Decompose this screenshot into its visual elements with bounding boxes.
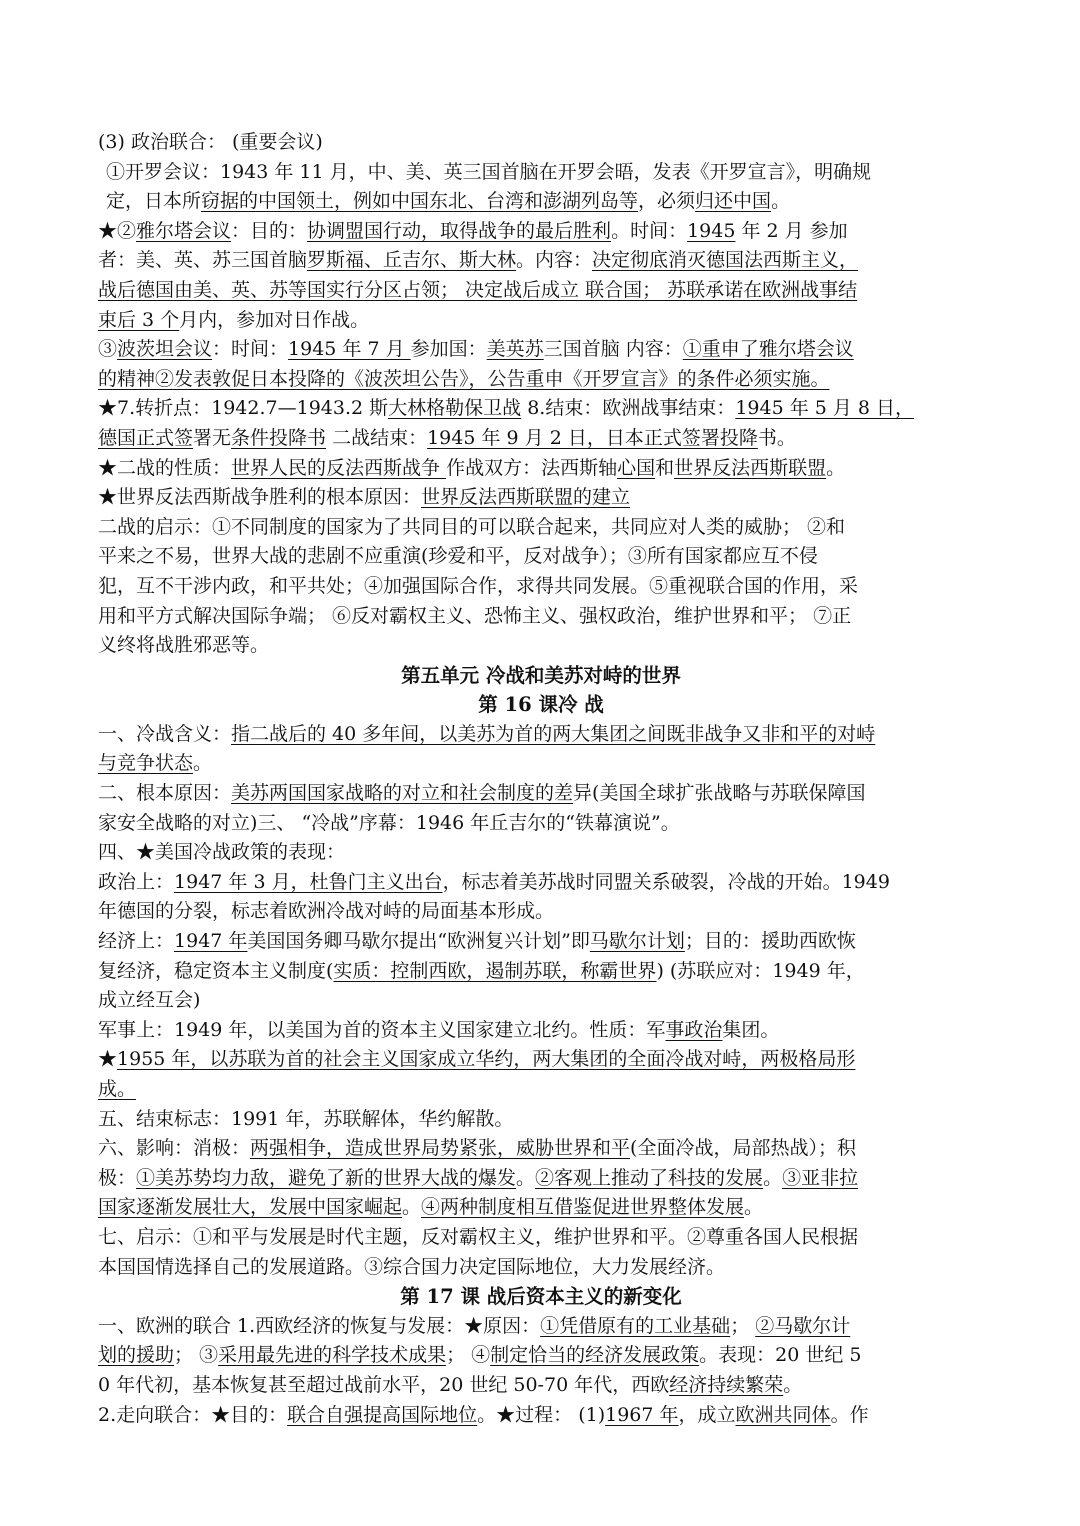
doc-line: 成立经互会)	[98, 989, 201, 1012]
doc-line	[98, 1075, 984, 1105]
doc-line: 0 年代初，基本恢复甚至超过战前水平，20 世纪 50-70 年代，西欧经济持续繁荣。	[98, 1373, 803, 1396]
underlined-text: 的精神②发表敦促日本投降的《波茨坦公告》，公告重申《开罗宣言》的条件必须实施。	[98, 367, 830, 390]
doc-line: 五、结束标志：1991 年，苏联解体，华约解散。	[98, 1107, 514, 1130]
underlined-text: 1945 年 5 月 8 日，	[735, 397, 915, 420]
doc-line: 一、冷战含义：指二战后的 40 多年间，以美苏为首的两大集团之间既非战争又非和平的对峙	[98, 722, 876, 745]
underlined-text: 指二战后的 40 多年间，以美苏为首的两大集团之间既非战争又非和平的对峙	[231, 722, 876, 745]
doc-line: ★二战的性质：世界人民的反法西斯战争 作战双方：法西斯轴心国和世界反法西斯联盟。	[98, 456, 846, 479]
doc-line: 国家逐渐发展壮大，发展中国家崛起。④两种制度相互借鉴促进世界整体发展。	[98, 1196, 764, 1219]
doc-line: 军事上：1949 年，以美国为首的资本主义国家建立北约。性质：军事政治集团。	[98, 1018, 780, 1041]
doc-line	[98, 365, 984, 395]
doc-line: (3) 政治联合： (重要会议)	[98, 131, 323, 153]
underlined-text: ③亚非拉	[782, 1166, 859, 1189]
underlined-text: 1945 年 9 月 2 日，日本正式签署投降	[427, 426, 758, 449]
underlined-text: 心国	[617, 456, 656, 479]
underlined-text: 世界反法西斯联盟	[674, 456, 827, 479]
underlined-text: 归还中国	[695, 190, 772, 213]
underlined-text: 1945 年 7 月	[288, 338, 411, 361]
lesson-title: 第 16 课冷 战	[478, 693, 604, 717]
doc-line: ★7.转折点：1942.7—1943.2 斯大林格勒保卫战 8.结束：欧洲战事结束：1945 年 5 月 8 日，	[98, 397, 915, 420]
underlined-text: ①凭借原有的工业基础	[540, 1314, 731, 1337]
unit-title: 第五单元 冷战和美苏对峙的世界	[401, 663, 681, 687]
underlined-text: 美英苏	[486, 338, 544, 361]
underlined-text: 马歇尔计划	[589, 930, 685, 953]
doc-line: 与竞争状态。	[98, 752, 213, 775]
underlined-text: 协调盟国行动，取得战争的最后胜利	[307, 219, 612, 242]
doc-line: 束后 3 个月内，参加对日作战。	[98, 308, 370, 331]
doc-line: ①开罗会议：1943 年 11 月，中、美、英三国首脑在开罗会晤，发表《开罗宣言》，明确规	[106, 160, 872, 183]
doc-line: 本国国情选择自己的发展道路。③综合国力决定国际地位，大力发展经济。	[98, 1255, 726, 1278]
doc-line: 家安全战略的对立)三、 “冷战”序幕：1946 年丘吉尔的“铁幕演说”。	[98, 811, 680, 834]
doc-line: 一、欧洲的联合 1.西欧经济的恢复与发展：★原因：①凭借原有的工业基础； ②马歇尔计	[98, 1314, 851, 1337]
underlined-text: 经济持续繁荣	[669, 1373, 784, 1396]
underlined-text: 雅尔塔会议	[136, 219, 232, 242]
doc-line: 2.走向联合：★目的：联合自强提高国际地位。★过程： (1)1967 年，成立欧洲共同体。作	[98, 1403, 869, 1426]
underlined-text: ②客观上推动了科技的发展	[535, 1166, 764, 1189]
underlined-text: 1947 年	[174, 930, 248, 953]
doc-line: ★1955 年，以苏联为首的社会主义国家成立华约，两大集团的全面冷战对峙，两极格局形	[98, 1048, 856, 1071]
doc-line: ★世界反法西斯战争胜利的根本原因：世界反法西斯联盟的建立	[98, 486, 631, 509]
underlined-text: 两强相争，造成世界局势紧张，威胁世界和平	[250, 1137, 631, 1160]
doc-line: ③波茨坦会议：时间：1945 年 7 月 参加国：美英苏三国首脑 内容：①重申了雅尔塔会议	[98, 338, 854, 361]
underlined-text: 事政治	[665, 1018, 723, 1041]
underlined-text: 划的援助	[98, 1344, 175, 1367]
underlined-text: 战后德国由美、英、苏等国实行分区占领； 决定战后成立 联合国； 苏联承诺在欧洲战事结	[98, 278, 858, 301]
underlined-text: 联合自强提高国际地位	[287, 1403, 478, 1426]
underlined-text: 制定恰当的经济发展政策	[490, 1344, 700, 1367]
doc-line: 六、影响：消极：两强相争，造成世界局势紧张，威胁世界和平(全面冷战，局部热战）；积	[98, 1137, 856, 1160]
doc-line: 义终将战胜邪恶等。	[98, 634, 270, 657]
underlined-text: 波茨坦会议	[117, 338, 213, 361]
underlined-text: 1947 年 3 月，杜鲁门主义出台	[174, 870, 443, 893]
underlined-text: 窃据的中国领土，例如中国东北、台湾和澎湖列岛等	[201, 190, 639, 213]
doc-line: 德国正式签署无条件投降书 二战结束：1945 年 9 月 2 日，日本正式签署投降书。	[98, 426, 796, 449]
underlined-text: 欧洲共同体	[735, 1403, 831, 1426]
underlined-text: 成。	[98, 1078, 137, 1100]
underlined-text: ②马歇尔计	[755, 1314, 851, 1337]
doc-line: 复经济，稳定资本主义制度(实质：控制西欧，遏制苏联，称霸世界) (苏联应对：1949 年，	[98, 959, 865, 982]
underlined-text: 国家逐渐发展壮大，发展中国家崛起	[98, 1196, 403, 1219]
underlined-text: 世界人民的反法西斯战争	[231, 456, 447, 479]
doc-line: 极：①美苏势均力敌，避免了新的世界大战的爆发。②客观上推动了科技的发展。③亚非拉	[98, 1166, 859, 1189]
doc-line: ★②雅尔塔会议：目的：协调盟国行动，取得战争的最后胜利。时间：1945 年 2 月 参加	[98, 219, 848, 242]
underlined-text: 美苏两国国家战略的对立和社会制度的差	[231, 782, 574, 805]
underlined-text: ④两种制度相互借鉴促进世界整体发展	[421, 1196, 745, 1219]
underlined-text: ①美苏势均力敌，避免了新的世界大战的爆发	[136, 1166, 517, 1189]
underlined-text: 决定彻底消灭德国法西斯主义，	[592, 249, 859, 272]
underlined-text: ①重申了雅尔塔会议	[682, 338, 854, 361]
underlined-text: 世界反法西斯联盟的建立	[421, 486, 631, 509]
doc-line: 划的援助； ③采用最先进的科学技术成果； ④制定恰当的经济发展政策。表现：20 世纪 5	[98, 1344, 862, 1367]
doc-line: 四、★美国冷战政策的表现：	[98, 841, 346, 864]
doc-line: 经济上：1947 年美国国务卿马歇尔提出“欧洲复兴计划”即马歇尔计划；目的：援助西欧恢	[98, 930, 856, 953]
doc-line: 犯，互不干涉内政，和平共处；④加强国际合作，求得共同发展。⑤重视联合国的作用，采	[98, 574, 859, 597]
underlined-text: 采用最先进的科学技术成果	[218, 1344, 447, 1367]
underlined-text: 条件投降书	[231, 426, 327, 449]
underlined-text: 1967 年	[605, 1403, 679, 1426]
underlined-text: 1945	[687, 219, 736, 242]
doc-line: 七、启示：①和平与发展是时代主题，反对霸权主义，维护世界和平。②尊重各国人民根据	[98, 1225, 859, 1248]
underlined-text: 罗斯福、丘吉尔、斯大林	[307, 249, 517, 272]
underlined-text: 大林格勒保卫战	[388, 397, 522, 420]
doc-line: 平来之不易，世界大战的悲剧不应重演(珍爱和平，反对战争）；③所有国家都应互不侵	[98, 545, 818, 568]
underlined-text: 1955 年，以苏联为首的社会主义国家成立华约，两大集团的全面冷战对峙，两极格局形	[117, 1048, 856, 1071]
doc-line: 二、根本原因：美苏两国国家战略的对立和社会制度的差异(美国全球扩张战略与苏联保障国	[98, 782, 866, 805]
doc-line: 二战的启示：①不同制度的国家为了共同目的可以联合起来，共同应对人类的威胁； ②和	[98, 515, 846, 538]
doc-line: 者：美、英、苏三国首脑罗斯福、丘吉尔、斯大林。内容：决定彻底消灭德国法西斯主义，	[98, 249, 859, 272]
doc-line: 用和平方式解决国际争端； ⑥反对霸权主义、恐怖主义、强权政治，维护世界和平； ⑦正	[98, 604, 852, 627]
document-body	[98, 128, 984, 1430]
underlined-text: 实质：控制西欧，遏制苏联，称霸世界	[333, 959, 657, 982]
doc-line: 政治上：1947 年 3 月，杜鲁门主义出台，标志着美苏战时同盟关系破裂，冷战的开始。1949	[98, 870, 890, 893]
doc-line: 年德国的分裂，标志着欧洲冷战对峙的局面基本形成。	[98, 900, 555, 923]
doc-line: 定，日本所窃据的中国领土，例如中国东北、台湾和澎湖列岛等，必须归还中国。	[106, 190, 791, 213]
underlined-text: 与竞争状态	[98, 752, 194, 775]
doc-line	[98, 276, 984, 306]
lesson-title: 第 17 课 战后资本主义的新变化	[400, 1285, 682, 1309]
underlined-text: 德国正式签	[98, 426, 194, 449]
underlined-text: 束后 3 个	[98, 308, 180, 331]
